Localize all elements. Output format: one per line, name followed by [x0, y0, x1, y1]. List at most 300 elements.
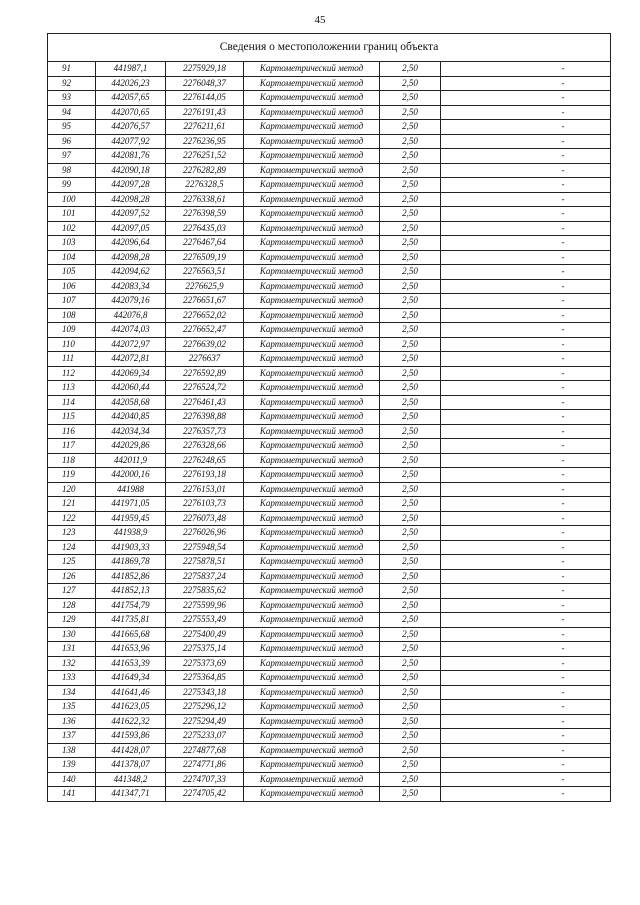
description-cell: -	[441, 787, 611, 802]
point-number-cell: 140	[48, 772, 96, 787]
method-cell: Картометрический метод	[244, 62, 380, 77]
table-row	[48, 265, 611, 280]
table-row	[48, 149, 611, 164]
accuracy-cell: 2,50	[380, 453, 441, 468]
x-coordinate-cell: 441622,32	[96, 714, 166, 729]
accuracy-cell: 2,50	[380, 395, 441, 410]
accuracy-cell: 2,50	[380, 598, 441, 613]
table-row	[48, 642, 611, 657]
description-cell: -	[441, 410, 611, 425]
description-cell: -	[441, 540, 611, 555]
accuracy-cell: 2,50	[380, 250, 441, 265]
y-coordinate-cell: 2276191,43	[166, 105, 244, 120]
point-number-cell: 114	[48, 395, 96, 410]
point-number-cell: 103	[48, 236, 96, 251]
y-coordinate-cell: 2276248,65	[166, 453, 244, 468]
x-coordinate-cell: 441378,07	[96, 758, 166, 773]
point-number-cell: 135	[48, 700, 96, 715]
description-cell: -	[441, 627, 611, 642]
description-cell: -	[441, 497, 611, 512]
accuracy-cell: 2,50	[380, 685, 441, 700]
table-row	[48, 221, 611, 236]
y-coordinate-cell: 2276637	[166, 352, 244, 367]
point-number-cell: 96	[48, 134, 96, 149]
point-number-cell: 105	[48, 265, 96, 280]
description-cell: -	[441, 178, 611, 193]
x-coordinate-cell: 442081,76	[96, 149, 166, 164]
x-coordinate-cell: 442072,81	[96, 352, 166, 367]
accuracy-cell: 2,50	[380, 265, 441, 280]
table-title-row	[48, 34, 611, 62]
x-coordinate-cell: 441623,05	[96, 700, 166, 715]
description-cell: -	[441, 323, 611, 338]
method-cell: Картометрический метод	[244, 772, 380, 787]
method-cell: Картометрический метод	[244, 656, 380, 671]
method-cell: Картометрический метод	[244, 323, 380, 338]
x-coordinate-cell: 441852,13	[96, 584, 166, 599]
table-row	[48, 250, 611, 265]
x-coordinate-cell: 442026,23	[96, 76, 166, 91]
description-cell: -	[441, 656, 611, 671]
y-coordinate-cell: 2276282,89	[166, 163, 244, 178]
description-cell: -	[441, 468, 611, 483]
x-coordinate-cell: 442000,16	[96, 468, 166, 483]
table-row	[48, 105, 611, 120]
table-row	[48, 395, 611, 410]
table-row	[48, 381, 611, 396]
y-coordinate-cell: 2275878,51	[166, 555, 244, 570]
description-cell: -	[441, 221, 611, 236]
description-cell: -	[441, 120, 611, 135]
x-coordinate-cell: 442097,05	[96, 221, 166, 236]
y-coordinate-cell: 2276467,64	[166, 236, 244, 251]
y-coordinate-cell: 2274707,33	[166, 772, 244, 787]
description-cell: -	[441, 76, 611, 91]
point-number-cell: 132	[48, 656, 96, 671]
table-row	[48, 62, 611, 77]
method-cell: Картометрический метод	[244, 192, 380, 207]
method-cell: Картометрический метод	[244, 700, 380, 715]
description-cell: -	[441, 366, 611, 381]
point-number-cell: 127	[48, 584, 96, 599]
accuracy-cell: 2,50	[380, 714, 441, 729]
y-coordinate-cell: 2276251,52	[166, 149, 244, 164]
accuracy-cell: 2,50	[380, 62, 441, 77]
x-coordinate-cell: 441649,34	[96, 671, 166, 686]
description-cell: -	[441, 395, 611, 410]
y-coordinate-cell: 2276398,88	[166, 410, 244, 425]
x-coordinate-cell: 442057,65	[96, 91, 166, 106]
description-cell: -	[441, 555, 611, 570]
y-coordinate-cell: 2276652,02	[166, 308, 244, 323]
x-coordinate-cell: 441347,71	[96, 787, 166, 802]
x-coordinate-cell: 442011,9	[96, 453, 166, 468]
method-cell: Картометрический метод	[244, 352, 380, 367]
accuracy-cell: 2,50	[380, 337, 441, 352]
x-coordinate-cell: 442096,64	[96, 236, 166, 251]
description-cell: -	[441, 308, 611, 323]
method-cell: Картометрический метод	[244, 685, 380, 700]
description-cell: -	[441, 337, 611, 352]
method-cell: Картометрический метод	[244, 76, 380, 91]
x-coordinate-cell: 441971,05	[96, 497, 166, 512]
description-cell: -	[441, 453, 611, 468]
table-row	[48, 337, 611, 352]
table-row	[48, 627, 611, 642]
accuracy-cell: 2,50	[380, 366, 441, 381]
method-cell: Картометрический метод	[244, 526, 380, 541]
accuracy-cell: 2,50	[380, 207, 441, 222]
point-number-cell: 110	[48, 337, 96, 352]
method-cell: Картометрический метод	[244, 236, 380, 251]
y-coordinate-cell: 2275233,07	[166, 729, 244, 744]
description-cell: -	[441, 381, 611, 396]
point-number-cell: 136	[48, 714, 96, 729]
point-number-cell: 93	[48, 91, 96, 106]
point-number-cell: 138	[48, 743, 96, 758]
point-number-cell: 130	[48, 627, 96, 642]
accuracy-cell: 2,50	[380, 410, 441, 425]
accuracy-cell: 2,50	[380, 279, 441, 294]
x-coordinate-cell: 442060,44	[96, 381, 166, 396]
y-coordinate-cell: 2276073,48	[166, 511, 244, 526]
y-coordinate-cell: 2276328,66	[166, 439, 244, 454]
y-coordinate-cell: 2275364,85	[166, 671, 244, 686]
accuracy-cell: 2,50	[380, 497, 441, 512]
table-row	[48, 192, 611, 207]
table-row	[48, 134, 611, 149]
x-coordinate-cell: 442090,18	[96, 163, 166, 178]
y-coordinate-cell: 2275343,18	[166, 685, 244, 700]
method-cell: Картометрический метод	[244, 743, 380, 758]
description-cell: -	[441, 685, 611, 700]
method-cell: Картометрический метод	[244, 482, 380, 497]
description-cell: -	[441, 207, 611, 222]
method-cell: Картометрический метод	[244, 584, 380, 599]
accuracy-cell: 2,50	[380, 555, 441, 570]
point-number-cell: 100	[48, 192, 96, 207]
accuracy-cell: 2,50	[380, 584, 441, 599]
x-coordinate-cell: 441869,78	[96, 555, 166, 570]
table-row	[48, 323, 611, 338]
point-number-cell: 95	[48, 120, 96, 135]
accuracy-cell: 2,50	[380, 526, 441, 541]
description-cell: -	[441, 279, 611, 294]
method-cell: Картометрический метод	[244, 497, 380, 512]
method-cell: Картометрический метод	[244, 569, 380, 584]
table-row	[48, 308, 611, 323]
description-cell: -	[441, 294, 611, 309]
point-number-cell: 119	[48, 468, 96, 483]
table-row	[48, 120, 611, 135]
y-coordinate-cell: 2276461,43	[166, 395, 244, 410]
method-cell: Картометрический метод	[244, 279, 380, 294]
method-cell: Картометрический метод	[244, 439, 380, 454]
method-cell: Картометрический метод	[244, 149, 380, 164]
method-cell: Картометрический метод	[244, 221, 380, 236]
table-row	[48, 279, 611, 294]
y-coordinate-cell: 2276153,01	[166, 482, 244, 497]
accuracy-cell: 2,50	[380, 613, 441, 628]
x-coordinate-cell: 441593,86	[96, 729, 166, 744]
description-cell: -	[441, 352, 611, 367]
table-row	[48, 163, 611, 178]
point-number-cell: 106	[48, 279, 96, 294]
point-number-cell: 104	[48, 250, 96, 265]
description-cell: -	[441, 642, 611, 657]
table-row	[48, 598, 611, 613]
accuracy-cell: 2,50	[380, 381, 441, 396]
table-row	[48, 671, 611, 686]
x-coordinate-cell: 442040,85	[96, 410, 166, 425]
description-cell: -	[441, 671, 611, 686]
y-coordinate-cell: 2276144,05	[166, 91, 244, 106]
method-cell: Картометрический метод	[244, 758, 380, 773]
boundary-coordinates-table	[47, 33, 611, 802]
y-coordinate-cell: 2276026,96	[166, 526, 244, 541]
x-coordinate-cell: 441348,2	[96, 772, 166, 787]
point-number-cell: 116	[48, 424, 96, 439]
method-cell: Картометрический метод	[244, 381, 380, 396]
description-cell: -	[441, 192, 611, 207]
x-coordinate-cell: 441641,46	[96, 685, 166, 700]
point-number-cell: 113	[48, 381, 96, 396]
y-coordinate-cell: 2276357,73	[166, 424, 244, 439]
method-cell: Картометрический метод	[244, 555, 380, 570]
point-number-cell: 99	[48, 178, 96, 193]
y-coordinate-cell: 2276435,03	[166, 221, 244, 236]
description-cell: -	[441, 729, 611, 744]
point-number-cell: 94	[48, 105, 96, 120]
y-coordinate-cell: 2276651,67	[166, 294, 244, 309]
table-row	[48, 584, 611, 599]
x-coordinate-cell: 441754,79	[96, 598, 166, 613]
point-number-cell: 133	[48, 671, 96, 686]
y-coordinate-cell: 2275553,49	[166, 613, 244, 628]
y-coordinate-cell: 2275294,49	[166, 714, 244, 729]
method-cell: Картометрический метод	[244, 453, 380, 468]
y-coordinate-cell: 2276048,37	[166, 76, 244, 91]
page-number: 45	[314, 14, 326, 26]
x-coordinate-cell: 442094,62	[96, 265, 166, 280]
x-coordinate-cell: 442029,86	[96, 439, 166, 454]
y-coordinate-cell: 2275373,69	[166, 656, 244, 671]
x-coordinate-cell: 441665,68	[96, 627, 166, 642]
table-row	[48, 294, 611, 309]
accuracy-cell: 2,50	[380, 787, 441, 802]
y-coordinate-cell: 2276338,61	[166, 192, 244, 207]
x-coordinate-cell: 441735,81	[96, 613, 166, 628]
table-row	[48, 366, 611, 381]
accuracy-cell: 2,50	[380, 439, 441, 454]
table-row	[48, 497, 611, 512]
description-cell: -	[441, 526, 611, 541]
method-cell: Картометрический метод	[244, 787, 380, 802]
point-number-cell: 122	[48, 511, 96, 526]
accuracy-cell: 2,50	[380, 511, 441, 526]
point-number-cell: 128	[48, 598, 96, 613]
point-number-cell: 102	[48, 221, 96, 236]
accuracy-cell: 2,50	[380, 540, 441, 555]
method-cell: Картометрический метод	[244, 105, 380, 120]
accuracy-cell: 2,50	[380, 91, 441, 106]
point-number-cell: 101	[48, 207, 96, 222]
accuracy-cell: 2,50	[380, 743, 441, 758]
accuracy-cell: 2,50	[380, 352, 441, 367]
accuracy-cell: 2,50	[380, 178, 441, 193]
description-cell: -	[441, 439, 611, 454]
description-cell: -	[441, 163, 611, 178]
method-cell: Картометрический метод	[244, 366, 380, 381]
table-row	[48, 352, 611, 367]
point-number-cell: 92	[48, 76, 96, 91]
accuracy-cell: 2,50	[380, 700, 441, 715]
x-coordinate-cell: 441653,39	[96, 656, 166, 671]
x-coordinate-cell: 442072,97	[96, 337, 166, 352]
accuracy-cell: 2,50	[380, 482, 441, 497]
y-coordinate-cell: 2275599,96	[166, 598, 244, 613]
accuracy-cell: 2,50	[380, 192, 441, 207]
point-number-cell: 126	[48, 569, 96, 584]
point-number-cell: 111	[48, 352, 96, 367]
method-cell: Картометрический метод	[244, 642, 380, 657]
table-row	[48, 207, 611, 222]
table-row	[48, 439, 611, 454]
x-coordinate-cell: 442034,34	[96, 424, 166, 439]
method-cell: Картометрический метод	[244, 468, 380, 483]
method-cell: Картометрический метод	[244, 91, 380, 106]
y-coordinate-cell: 2276652,47	[166, 323, 244, 338]
accuracy-cell: 2,50	[380, 758, 441, 773]
table-row	[48, 482, 611, 497]
y-coordinate-cell: 2274877,68	[166, 743, 244, 758]
description-cell: -	[441, 569, 611, 584]
description-cell: -	[441, 482, 611, 497]
table-row	[48, 700, 611, 715]
description-cell: -	[441, 424, 611, 439]
method-cell: Картометрический метод	[244, 613, 380, 628]
description-cell: -	[441, 584, 611, 599]
table-row	[48, 424, 611, 439]
x-coordinate-cell: 442076,8	[96, 308, 166, 323]
accuracy-cell: 2,50	[380, 642, 441, 657]
x-coordinate-cell: 441903,33	[96, 540, 166, 555]
x-coordinate-cell: 442069,34	[96, 366, 166, 381]
description-cell: -	[441, 772, 611, 787]
x-coordinate-cell: 442070,65	[96, 105, 166, 120]
method-cell: Картометрический метод	[244, 511, 380, 526]
table-row	[48, 453, 611, 468]
y-coordinate-cell: 2276328,5	[166, 178, 244, 193]
description-cell: -	[441, 236, 611, 251]
x-coordinate-cell: 442077,92	[96, 134, 166, 149]
method-cell: Картометрический метод	[244, 207, 380, 222]
x-coordinate-cell: 442074,03	[96, 323, 166, 338]
point-number-cell: 131	[48, 642, 96, 657]
point-number-cell: 118	[48, 453, 96, 468]
y-coordinate-cell: 2275835,62	[166, 584, 244, 599]
method-cell: Картометрический метод	[244, 294, 380, 309]
description-cell: -	[441, 265, 611, 280]
point-number-cell: 129	[48, 613, 96, 628]
table-row	[48, 758, 611, 773]
point-number-cell: 137	[48, 729, 96, 744]
method-cell: Картометрический метод	[244, 120, 380, 135]
method-cell: Картометрический метод	[244, 250, 380, 265]
accuracy-cell: 2,50	[380, 627, 441, 642]
point-number-cell: 109	[48, 323, 96, 338]
y-coordinate-cell: 2275948,54	[166, 540, 244, 555]
description-cell: -	[441, 134, 611, 149]
accuracy-cell: 2,50	[380, 105, 441, 120]
x-coordinate-cell: 441987,1	[96, 62, 166, 77]
accuracy-cell: 2,50	[380, 656, 441, 671]
y-coordinate-cell: 2276524,72	[166, 381, 244, 396]
accuracy-cell: 2,50	[380, 671, 441, 686]
x-coordinate-cell: 441852,86	[96, 569, 166, 584]
point-number-cell: 139	[48, 758, 96, 773]
y-coordinate-cell: 2276193,18	[166, 468, 244, 483]
accuracy-cell: 2,50	[380, 323, 441, 338]
accuracy-cell: 2,50	[380, 424, 441, 439]
description-cell: -	[441, 598, 611, 613]
table-row	[48, 729, 611, 744]
table-row	[48, 685, 611, 700]
point-number-cell: 91	[48, 62, 96, 77]
y-coordinate-cell: 2274771,86	[166, 758, 244, 773]
point-number-cell: 107	[48, 294, 96, 309]
table-row	[48, 540, 611, 555]
accuracy-cell: 2,50	[380, 468, 441, 483]
table-row	[48, 772, 611, 787]
point-number-cell: 117	[48, 439, 96, 454]
description-cell: -	[441, 714, 611, 729]
point-number-cell: 134	[48, 685, 96, 700]
method-cell: Картометрический метод	[244, 671, 380, 686]
method-cell: Картометрический метод	[244, 178, 380, 193]
accuracy-cell: 2,50	[380, 729, 441, 744]
point-number-cell: 121	[48, 497, 96, 512]
description-cell: -	[441, 91, 611, 106]
point-number-cell: 120	[48, 482, 96, 497]
method-cell: Картометрический метод	[244, 163, 380, 178]
description-cell: -	[441, 511, 611, 526]
method-cell: Картометрический метод	[244, 134, 380, 149]
accuracy-cell: 2,50	[380, 294, 441, 309]
accuracy-cell: 2,50	[380, 163, 441, 178]
y-coordinate-cell: 2276592,89	[166, 366, 244, 381]
y-coordinate-cell: 2276398,59	[166, 207, 244, 222]
accuracy-cell: 2,50	[380, 569, 441, 584]
x-coordinate-cell: 441959,45	[96, 511, 166, 526]
point-number-cell: 123	[48, 526, 96, 541]
description-cell: -	[441, 62, 611, 77]
x-coordinate-cell: 442098,28	[96, 250, 166, 265]
table-row	[48, 76, 611, 91]
y-coordinate-cell: 2275837,24	[166, 569, 244, 584]
accuracy-cell: 2,50	[380, 772, 441, 787]
x-coordinate-cell: 442076,57	[96, 120, 166, 135]
x-coordinate-cell: 442058,68	[96, 395, 166, 410]
table-row	[48, 714, 611, 729]
x-coordinate-cell: 442083,34	[96, 279, 166, 294]
y-coordinate-cell: 2276625,9	[166, 279, 244, 294]
accuracy-cell: 2,50	[380, 76, 441, 91]
y-coordinate-cell: 2276509,19	[166, 250, 244, 265]
table-row	[48, 91, 611, 106]
accuracy-cell: 2,50	[380, 120, 441, 135]
accuracy-cell: 2,50	[380, 149, 441, 164]
